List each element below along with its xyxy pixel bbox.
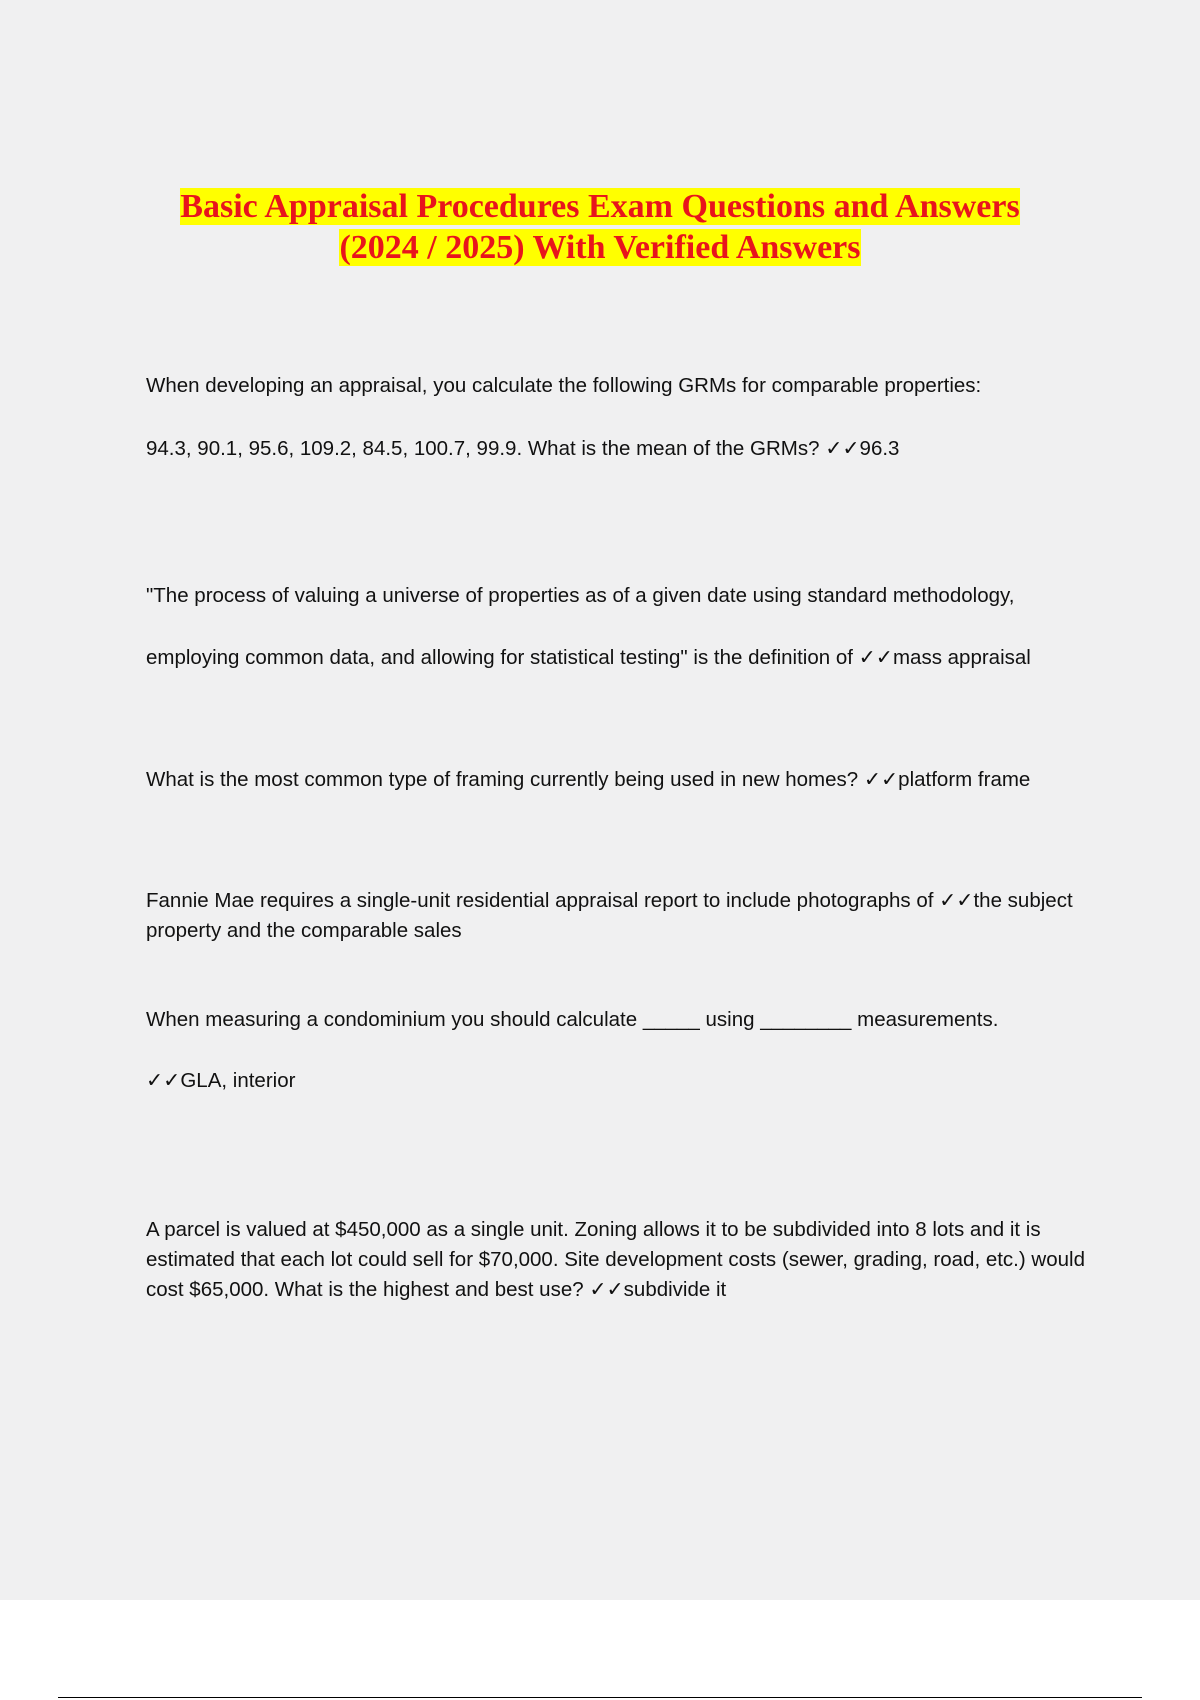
question-5-line-2: ✓✓GLA, interior [146, 1069, 296, 1092]
question-4: Fannie Mae requires a single-unit residential appraisal report to include photographs of ✓✓the subject property and the comparable sales [146, 889, 1073, 942]
question-1-line-1: When developing an appraisal, you calculate the following GRMs for comparable properties: [146, 374, 982, 397]
question-1-line-2: 94.3, 90.1, 95.6, 109.2, 84.5, 100.7, 99.9. What is the mean of the GRMs? ✓✓96.3 [146, 437, 900, 460]
question-2-line-1: "The process of valuing a universe of properties as of a given date using standard methodology, [146, 584, 1015, 607]
title-line-1: Basic Appraisal Procedures Exam Questions and Answers [180, 188, 1020, 225]
title-line-2: (2024 / 2025) With Verified Answers [339, 229, 861, 266]
question-5-line-1: When measuring a condominium you should calculate _____ using ________ measurements. [146, 1008, 999, 1031]
document-title [0, 186, 1200, 268]
question-6: A parcel is valued at $450,000 as a single unit. Zoning allows it to be subdivided into 8 lots and it is estimated that each lot could sell for $70,000. Site development costs (sewer, grading, road, etc.) would cost $65,000. What is the highest and best use? ✓✓subdivide it [146, 1218, 1085, 1301]
question-2-line-2: employing common data, and allowing for statistical testing" is the definition of ✓✓mass appraisal [146, 646, 1031, 669]
footer-divider [58, 1697, 1142, 1698]
question-3: What is the most common type of framing currently being used in new homes? ✓✓platform frame [146, 768, 1031, 791]
